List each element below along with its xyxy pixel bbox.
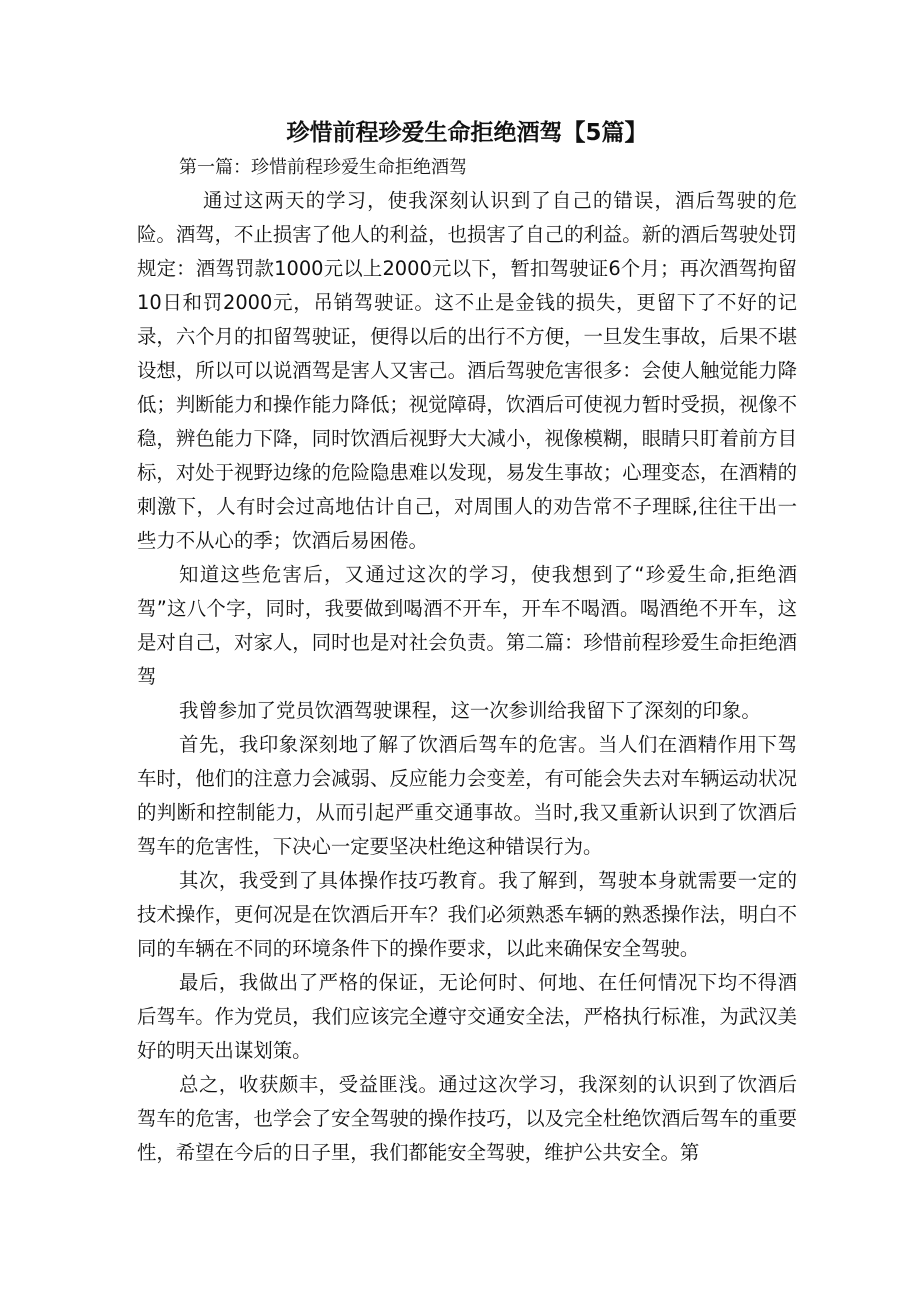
document-title: 珍惜前程珍爱生命拒绝酒驾【5篇】 (286, 120, 648, 146)
section-heading: 第一篇：珍惜前程珍爱生命拒绝酒驾 (179, 157, 467, 178)
paragraph-1: 通过这两天的学习，使我深刻认识到了自己的错误，酒后驾驶的危险。酒驾，不止损害了他人的利益，也损害了自己的利益。新的酒后驾驶处罚规定：酒驾罚款1000元以上2000元以下，暂扣驾驶证6个月；再次酒驾拘留10日和罚2000元，吊销驾驶证。这不止是金钱的损失，更留下了不好的记录，六个月的扣留驾驶证，便得以后的出行不方便，一旦发生事故，后果不堪设想，所以可以说酒驾是害人又害己。酒后驾驶危害很多：会使人触觉能力降低；判断能力和操作能力降低；视觉障碍，饮酒后可使视力暂时受损，视像不稳，辨色能力下降，同时饮酒后视野大大减小，视像模糊，眼睛只盯着前方目标，对处于视野边缘的危险隐患难以发现，易发生事故；心理变态，在酒精的刺激下，人有时会过高地估计自己，对周围人的劝告常不子理睬,往往干出一些力不从心的季；饮酒后易困倦。 (137, 189, 797, 552)
paragraph-4: 首先，我印象深刻地了解了饮酒后驾车的危害。当人们在酒精作用下驾车时，他们的注意力会减弱、反应能力会变差，有可能会失去对车辆运动状况的判断和控制能力，从而引起严重交通事故。当时,我又重新认识到了饮酒后驾车的危害性，下决心一定要坚决杜绝这种错误行为。 (137, 733, 797, 858)
paragraph-7: 总之，收获颇丰，受益匪浅。通过这次学习，我深刻的认识到了饮酒后驾车的危害，也学会了安全驾驶的操作技巧，以及完全杜绝饮酒后驾车的重要性，希望在今后的日子里，我们都能安全驾驶，维护公共安全。第 (137, 1073, 797, 1164)
paragraph-5: 其次，我受到了具体操作技巧教育。我了解到，驾驶本身就需要一定的技术操作，更何况是在饮酒后开车？我们必须熟悉车辆的熟悉操作法，明白不同的车辆在不同的环境条件下的操作要求，以此来确保安全驾驶。 (137, 869, 797, 960)
paragraph-6: 最后，我做出了严格的保证，无论何时、何地、在任何情况下均不得酒后驾车。作为党员，我们应该完全遵守交通安全法，严格执行标准，为武汉美好的明天出谋划策。 (137, 971, 797, 1062)
paragraph-3: 我曾参加了党员饮酒驾驶课程，这一次参训给我留下了深刻的印象。 (179, 699, 761, 722)
document-body (137, 114, 797, 1170)
paragraph-2: 知道这些危害后，又通过这次的学习，使我想到了“珍爱生命,拒绝酒驾”这八个字，同时，我要做到喝酒不开车，开车不喝酒。喝酒绝不开车，这是对自己，对家人，同时也是对社会负责。第二篇：珍惜前程珍爱生命拒绝酒驾 (137, 563, 797, 688)
